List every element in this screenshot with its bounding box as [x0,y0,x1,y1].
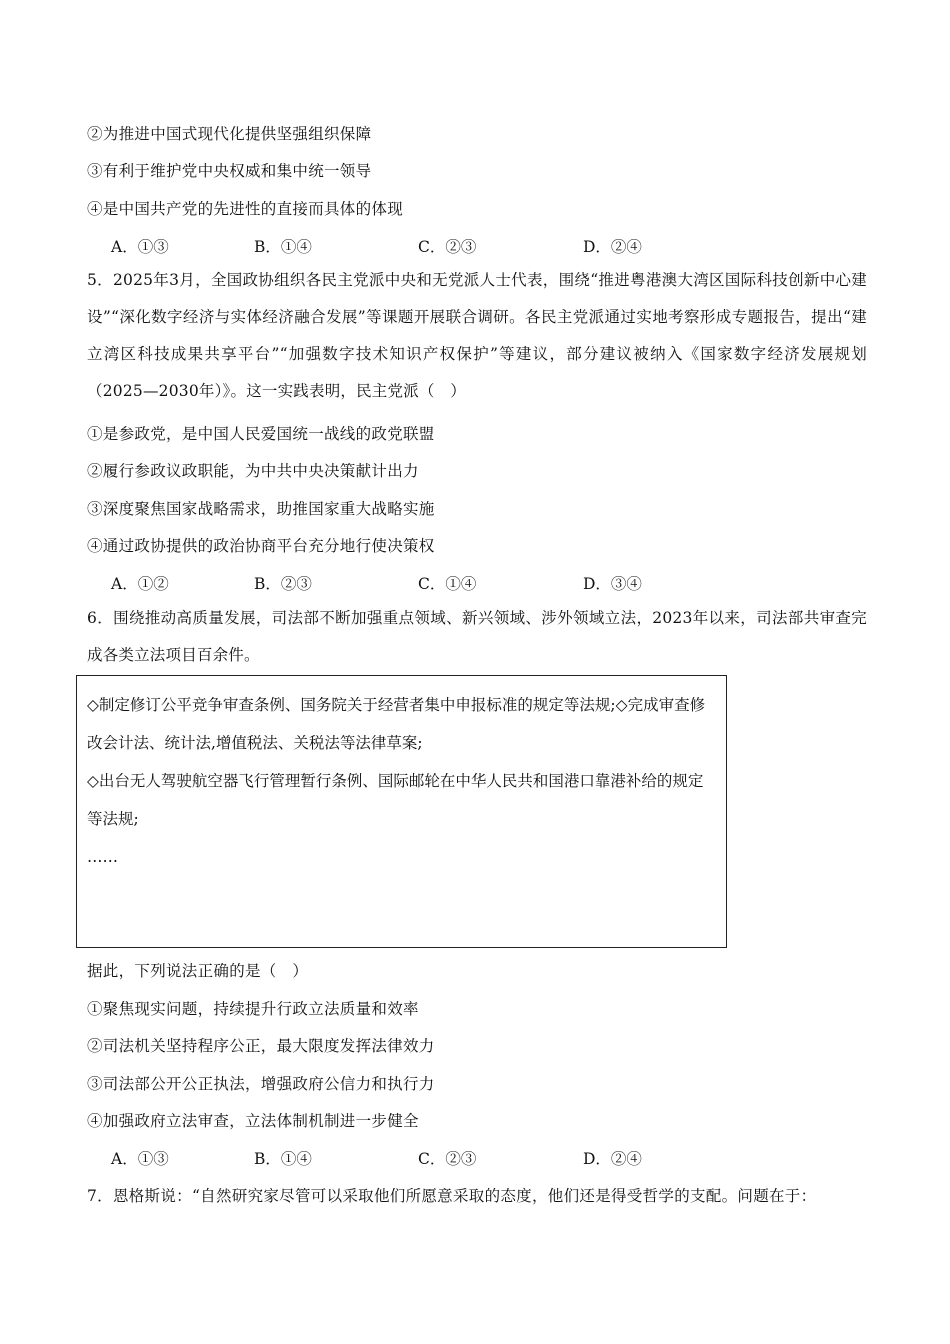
q6-option-b[interactable]: B．①④ [254,1150,312,1168]
q7-stem: 7．恩格斯说：“自然研究家尽管可以采取他们所愿意采取的态度，他们还是得受哲学的支配。问题在于： [87,1187,817,1205]
q4-option-d[interactable]: D．②④ [583,238,642,256]
q5-option-c[interactable]: C．①④ [418,575,477,593]
q4-option-b[interactable]: B．①④ [254,238,312,256]
q4-item-3: ③有利于维护党中央权威和集中统一领导 [87,162,372,180]
q6-question: 据此，下列说法正确的是（ ） [87,962,309,980]
q5-item-3: ③深度聚焦国家战略需求，助推国家重大战略实施 [87,500,435,518]
q6-item-2: ②司法机关坚持程序公正，最大限度发挥法律效力 [87,1037,435,1055]
q4-item-2: ②为推进中国式现代化提供坚强组织保障 [87,125,372,143]
q6-item-4: ④加强政府立法审查，立法体制机制进一步健全 [87,1112,419,1130]
q6-stem: 6．围绕推动高质量发展，司法部不断加强重点领域、新兴领域、涉外领域立法，2023年以来，司法部共审查完成各类立法项目百余件。 [87,609,867,664]
q6-box-line-1: ◇制定修订公平竞争审查条例、国务院关于经营者集中申报标准的规定等法规;◇完成审查修改会计法、统计法,增值税法、关税法等法律草案; [87,696,706,752]
q5-option-b[interactable]: B．②③ [254,575,312,593]
q6-box-ellipsis: …… [87,848,118,866]
q5-stem: 5．2025年3月，全国政协组织各民主党派中央和无党派人士代表，围绕“推进粤港澳大湾区国际科技创新中心建设”“深化数字经济与实体经济融合发展”等课题开展联合调研。各民主党派通过实地考察形成专题报告，提出“建立湾区科技成果共享平台”“加强数字技术知识产权保护”等建议，部分建议被纳入《国家数字经济发展规划（2025—2030年）》。这一实践表明，民主党派（ ） [87,271,867,400]
q5-option-d[interactable]: D．③④ [583,575,642,593]
q6-option-c[interactable]: C．②③ [418,1150,477,1168]
q6-box-line-2: ◇出台无人驾驶航空器飞行管理暂行条例、国际邮轮在中华人民共和国港口靠港补给的规定等法规; [87,772,704,828]
q6-option-a[interactable]: A．①③ [111,1150,169,1168]
q5-item-2: ②履行参政议政职能，为中共中央决策献计出力 [87,462,419,480]
q6-option-d[interactable]: D．②④ [583,1150,642,1168]
q5-item-1: ①是参政党，是中国人民爱国统一战线的政党联盟 [87,425,435,443]
q4-option-a[interactable]: A．①③ [111,238,169,256]
q6-item-3: ③司法部公开公正执法，增强政府公信力和执行力 [87,1075,435,1093]
q6-material-box [76,675,727,948]
q5-option-a[interactable]: A．①② [111,575,169,593]
q5-item-4: ④通过政协提供的政治协商平台充分地行使决策权 [87,537,435,555]
q4-item-4: ④是中国共产党的先进性的直接而具体的体现 [87,200,404,218]
q4-option-c[interactable]: C．②③ [418,238,477,256]
q6-item-1: ①聚焦现实问题，持续提升行政立法质量和效率 [87,1000,419,1018]
